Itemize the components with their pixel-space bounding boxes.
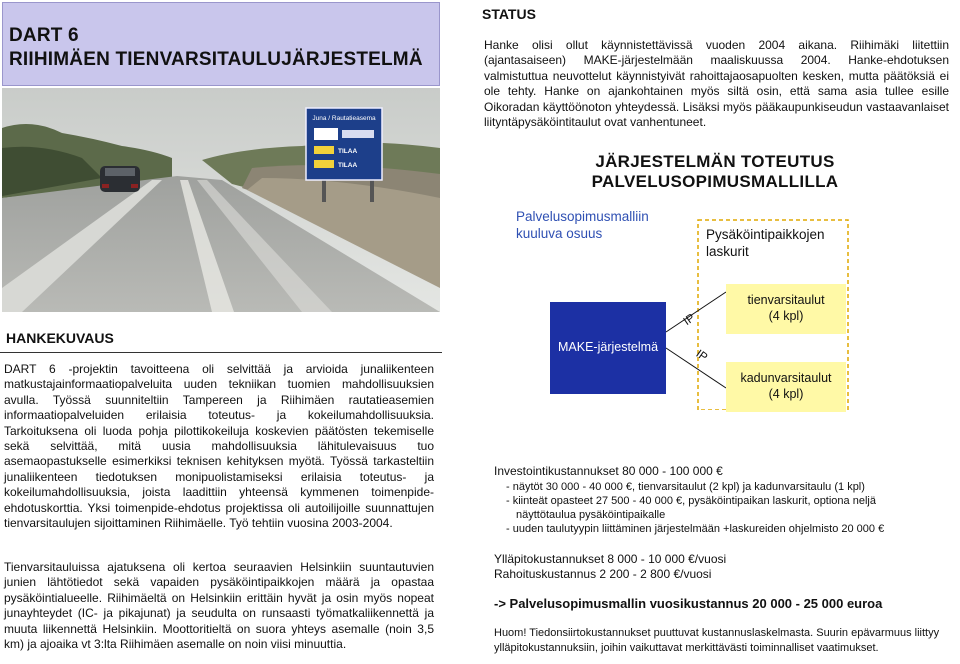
service-label: Palvelusopimusmalliin kuuluva osuus: [516, 209, 649, 241]
hankekuvaus-paragraph-1: DART 6 -projektin tavoitteena oli selvittää ja arvioida junaliikenteen matkustajainformaatiopalveluita uuden tekniikan tuomien mahdollisuuksien avulla. Työssä suunniteltiin Tampereen ja Riihimäen rautatieasemien informaatiopalveluiden erilaisia toteutus- ja kokeilumahdollisuuksia. Tarkoituksena oli luoda pohja pilottikokeiluja koskevien päätösten tekemiselle sekä selvittää, mitä uusia mahdollisuuksia lähitulevaisuus tuo asemaopastukselle esimerkiksi teknisen kehityksen myötä. Työssä tarkasteltiin junaliikenteen tiedotuksen monipuolistamiseksi erilaisia toteutus- ja kokeilumahdollisuuksia, joista laadittiin yhteensä kymmenen toimenpide-ehdotuskorttia. Yksi toimenpide-ehdotus projektissa oli autoilijoille suunnattujen tienvarsitaulujen sijoittaminen Riihimäelle. Työ tehtiin vuosina 2003-2004.: [4, 362, 434, 531]
title-line-1: DART 6: [9, 25, 79, 46]
street-boards-name: kadunvarsitaulut: [740, 371, 832, 385]
ip-label-2: IP: [693, 347, 710, 365]
roadside-boards-name: tienvarsitaulut: [747, 293, 825, 307]
invest-item-2b: näyttötaulua pysäköintipaikalle: [516, 509, 666, 521]
invest-item-1: - näytöt 30 000 - 40 000 €, tienvarsitaulut (2 kpl) ja kadunvarsitaulu (1 kpl): [506, 481, 865, 493]
title-line-2: RIIHIMÄEN TIENVARSITAULUJÄRJESTELMÄ: [9, 49, 423, 70]
hankekuvaus-paragraph-2: Tienvarsitauluissa ajatuksena oli kertoa seuraavien Helsinkiin suuntautuvien junien lähtötiedot sekä vapaiden pysäköintipaikkojen määrä ja opastaa pysäköintialueelle. Riihimäeltä on Helsinkiin erittäin hyvät ja osin myös nopeat junayhteydet (IC- ja pikajunat) ja seudulta on runsaasti työmatkaliikennettä ja muuta liikennettä Helsinkiin. Moottoritieltä on suora yhteys asemalle (noin 3,5 km) ja ajoaika vt 3:lta Riihimäen asemalle on noin viisi minuuttia.: [4, 560, 434, 652]
street-boards-box: [726, 362, 846, 412]
annual-cost-summary: -> Palvelusopimusmallin vuosikustannus 20 000 - 25 000 euroa: [494, 596, 883, 611]
sign-heading: Juna / Rautatieasema: [312, 115, 376, 122]
sign-line-2: TILAA: [338, 162, 358, 169]
title-box: [2, 2, 440, 86]
roadside-boards-count: (4 kpl): [768, 309, 804, 323]
hankekuvaus-heading: HANKEKUVAUS: [6, 330, 114, 346]
maintenance-cost: Ylläpitokustannukset 8 000 - 10 000 €/vuosi: [494, 552, 727, 566]
make-system-box: [550, 302, 666, 394]
street-boards-count: (4 kpl): [768, 387, 804, 401]
hankekuvaus-divider: [0, 352, 442, 353]
sign-line-1: TILAA: [338, 148, 358, 155]
status-text: Hanke olisi ollut käynnistettävissä vuoden 2004 aikana. Riihimäki liitettiin (ajantasaiseen) MAKE-järjestelmään maaliskuussa 2004. Hanke-ehdotuksen valmistuttua neuvottelut käynnistyivät rahoittajaosapuolten kesken, mutta päätöksiä ei ole tehty. Hanke on ajankohtainen myös siltä osin, että sama asia tullee esille Oikoradan käyttöönoton yhteydessä. Lisäksi myös pääkaupunkiseudun vastaavanlaiset liityntäpysäköintitaulut ovat vanhentuneet.: [484, 38, 949, 130]
cost-note: Huom! Tiedonsiirtokustannukset puuttuvat kustannuslaskelmasta. Suurin epävarmuus liittyy ylläpitokustannuksiin, joihin vaikuttavat merkittävästi toiminnalliset vaatimukset.: [494, 627, 940, 654]
invest-item-2a: - kiinteät opasteet 27 500 - 40 000 €, pysäköintipaikan laskurit, optiona neljä: [506, 495, 876, 507]
roadside-boards-box: [726, 284, 846, 334]
invest-item-3: - uuden taulutyypin liittäminen järjestelmään +laskureiden ohjelmisto 20 000 €: [506, 523, 885, 535]
make-system-label: MAKE-järjestelmä: [558, 340, 659, 354]
status-heading: STATUS: [482, 6, 536, 22]
funding-cost: Rahoituskustannus 2 200 - 2 800 €/vuosi: [494, 567, 712, 581]
ip-line-1: [666, 292, 726, 332]
ip-label-1: IP: [681, 311, 698, 329]
counters-label: Pysäköintipaikkojen laskurit: [706, 227, 825, 259]
invest-title: Investointikustannukset 80 000 - 100 000 €: [494, 464, 723, 478]
system-heading: JÄRJESTELMÄN TOTEUTUS PALVELUSOPIMUSMALLILLA: [591, 152, 839, 191]
motorway-photo: [2, 88, 440, 312]
